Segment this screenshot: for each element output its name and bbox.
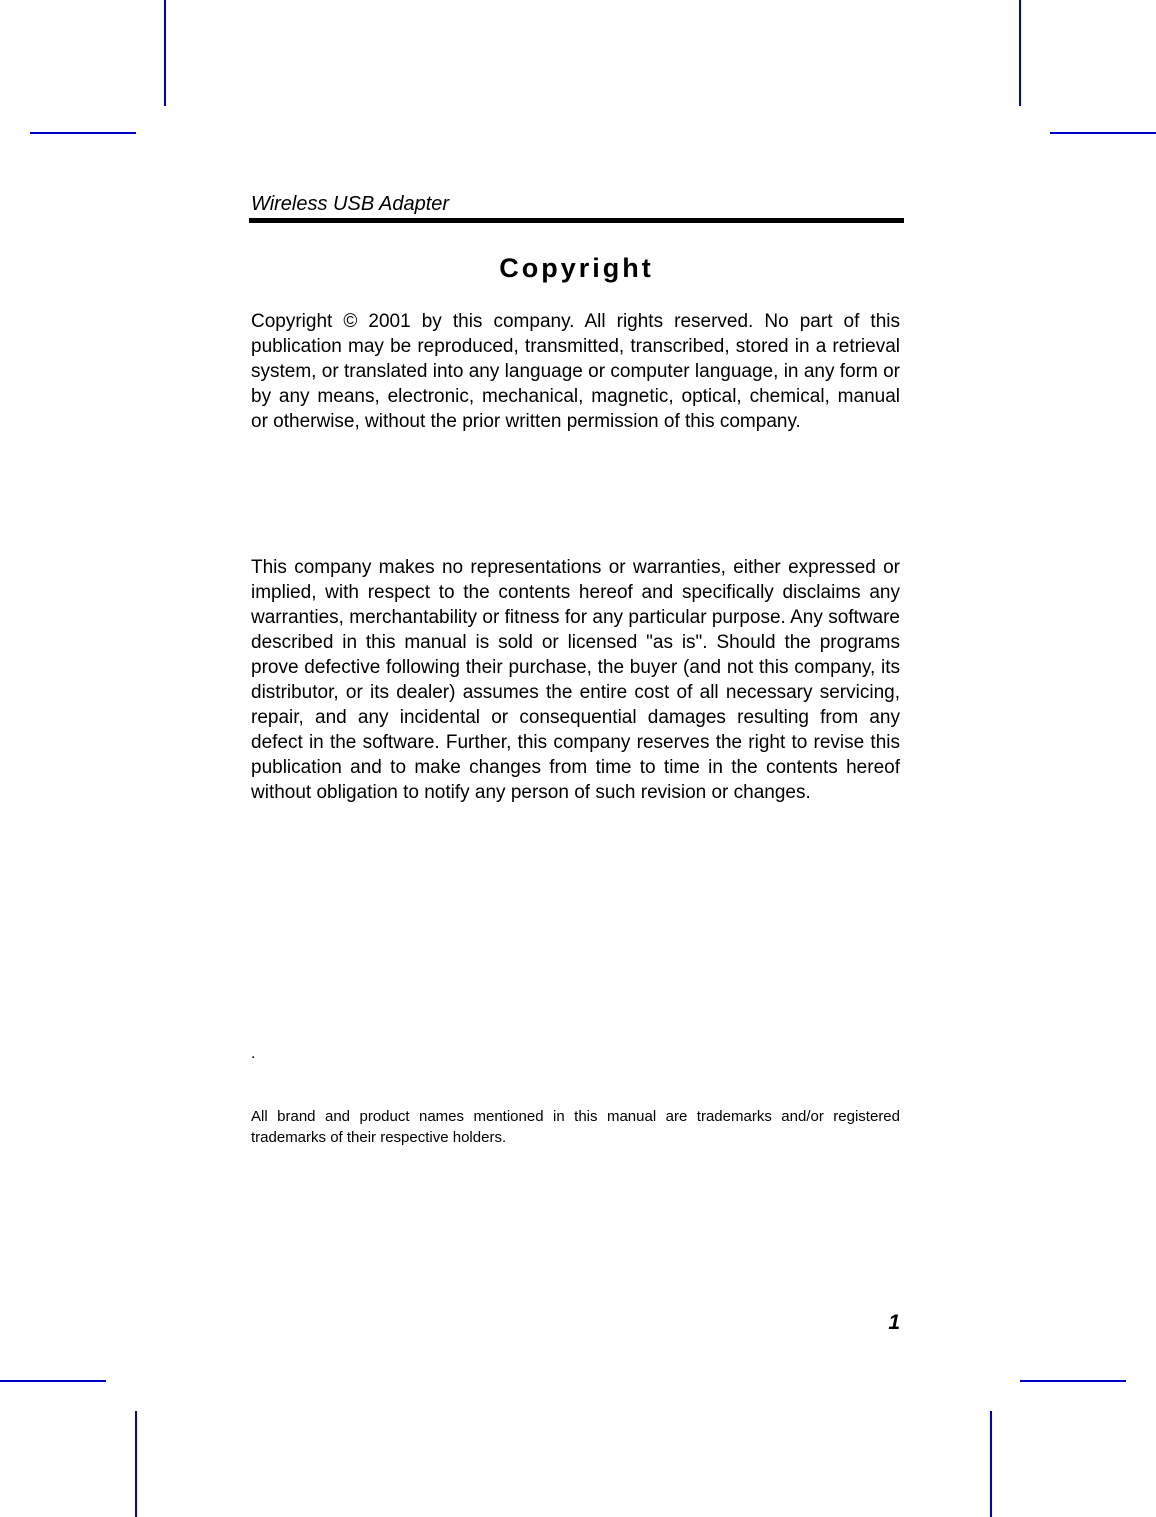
header-rule — [249, 218, 904, 223]
crop-mark-top-right-horizontal — [1050, 132, 1156, 134]
crop-mark-top-right-vertical — [1019, 0, 1021, 106]
page-number: 1 — [888, 1311, 900, 1334]
crop-mark-bottom-right-horizontal — [1020, 1380, 1126, 1382]
crop-mark-top-left-horizontal — [30, 132, 136, 134]
crop-mark-bottom-left-vertical — [135, 1411, 137, 1517]
crop-mark-bottom-right-vertical — [990, 1411, 992, 1517]
stray-mark: . — [251, 1045, 256, 1062]
disclaimer-paragraph: This company makes no representations or warranties, either expressed or implied, with respect to the contents hereof and specifically disclaims any warranties, merchantability or fitness for any particular purpose. Any software described in this manual is sold or licensed "as is". Should the programs prove defective following their purchase, the buyer (and not this company, its distributor, or its dealer) assumes the entire cost of all necessary servicing, repair, and any incidental or consequential damages resulting from any defect in the software. Further, this company reserves the right to revise this publication and to make changes from time to time in the contents hereof without obligation to notify any person of such revision or changes. — [251, 557, 900, 803]
crop-mark-bottom-left-horizontal — [0, 1380, 106, 1382]
trademark-note: All brand and product names mentioned in this manual are trademarks and/or registered trademarks of their respective holders. — [251, 1108, 900, 1146]
crop-mark-top-left-vertical — [164, 0, 166, 106]
running-header: Wireless USB Adapter — [251, 193, 450, 215]
copyright-paragraph: Copyright © 2001 by this company. All rights reserved. No part of this publication may be reproduced, transmitted, transcribed, stored in a retrieval system, or translated into any language or computer language, in any form or by any means, electronic, mechanical, magnetic, optical, chemical, manual or otherwise, without the prior written permission of this company. — [251, 311, 900, 432]
page-title: Copyright — [499, 253, 654, 283]
